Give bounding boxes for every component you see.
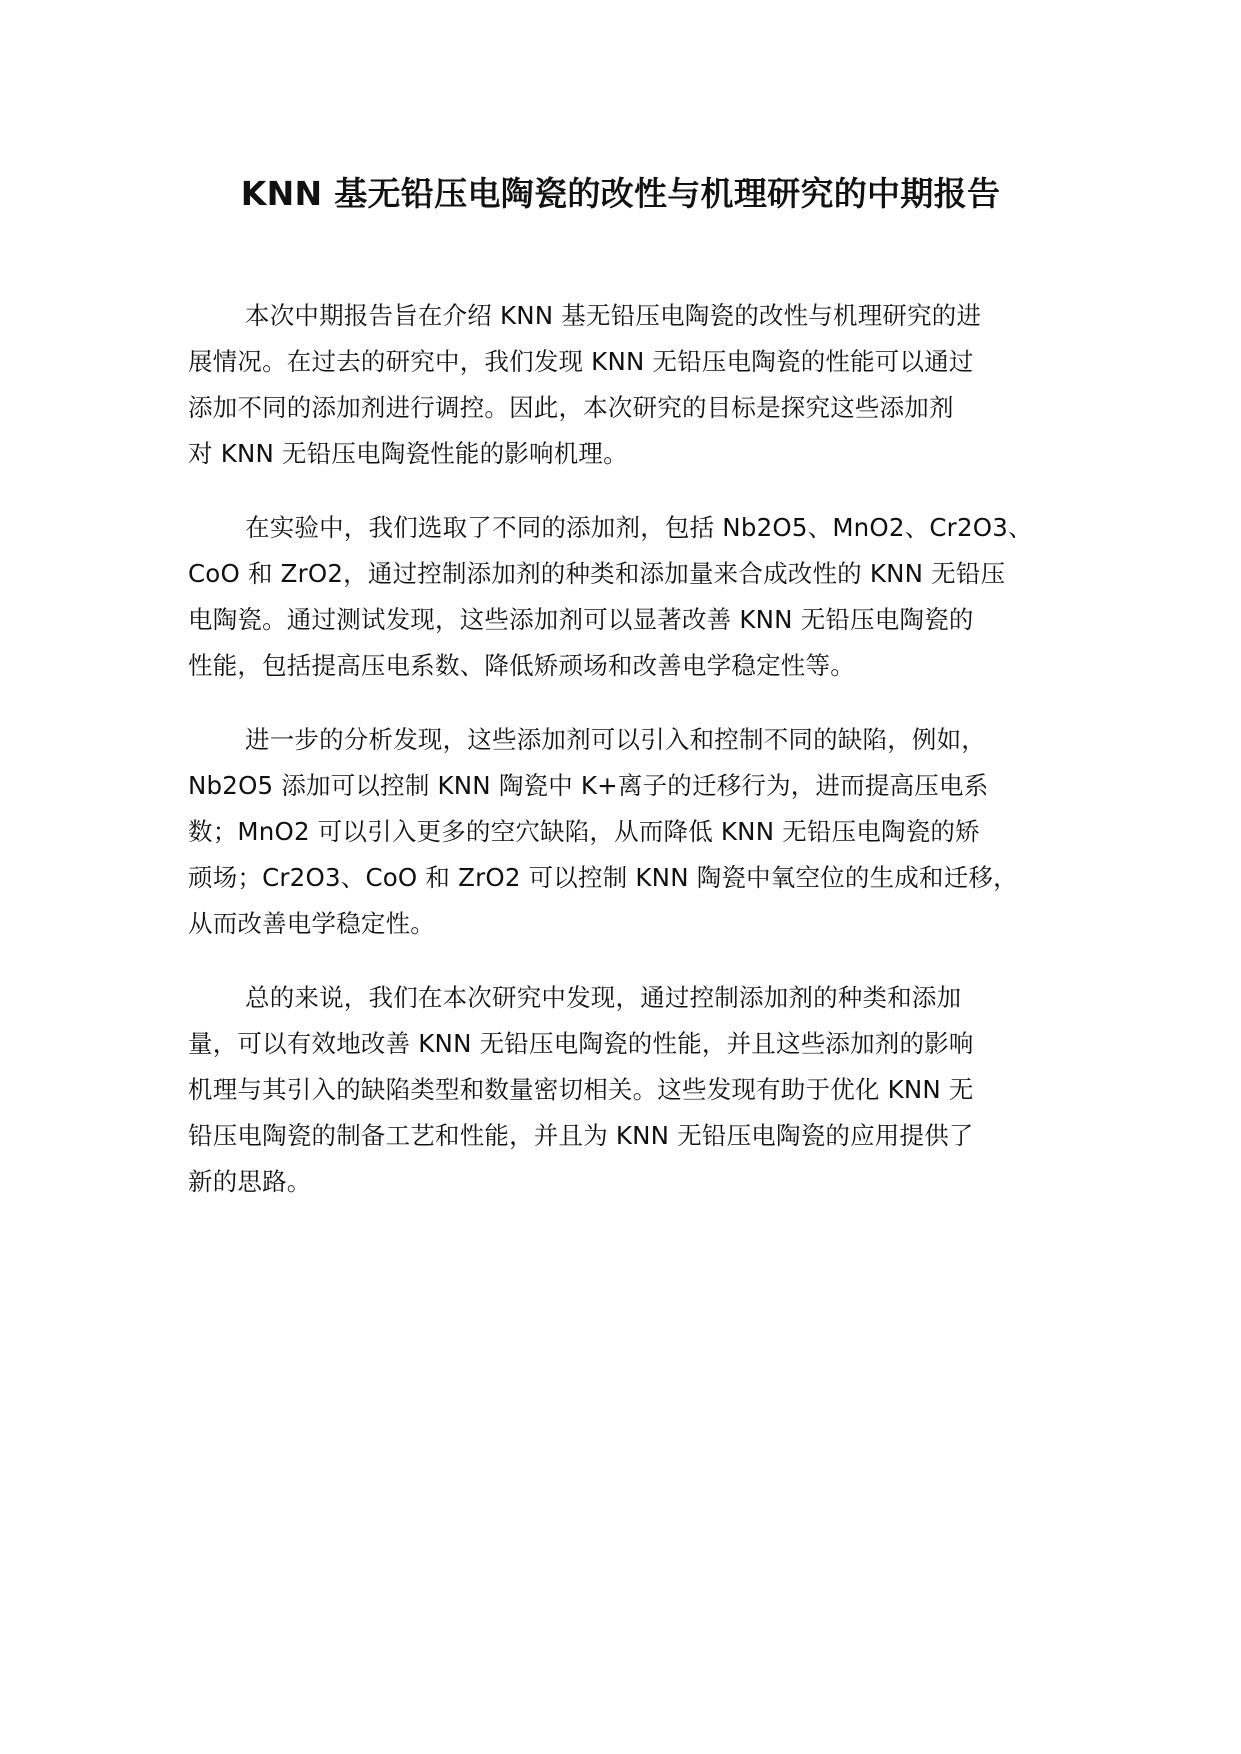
paragraph-line: CoO 和 ZrO2，通过控制添加剂的种类和添加量来合成改性的 KNN 无铅压 xyxy=(188,559,1006,588)
paragraph-line: 在实验中，我们选取了不同的添加剂，包括 Nb2O5、MnO2、Cr2O3、 xyxy=(245,513,1033,542)
paragraph-line: 本次中期报告旨在介绍 KNN 基无铅压电陶瓷的改性与机理研究的进 xyxy=(245,301,982,330)
paragraph-line: 量，可以有效地改善 KNN 无铅压电陶瓷的性能，并且这些添加剂的影响 xyxy=(188,1029,974,1058)
paragraph-analysis xyxy=(188,717,1068,947)
document-title: KNN 基无铅压电陶瓷的改性与机理研究的中期报告 xyxy=(240,174,1001,213)
paragraph-line: 进一步的分析发现，这些添加剂可以引入和控制不同的缺陷，例如， xyxy=(245,725,986,754)
paragraph-line: 展情况。在过去的研究中，我们发现 KNN 无铅压电陶瓷的性能可以通过 xyxy=(188,347,974,376)
paragraph-line: 顽场；Cr2O3、CoO 和 ZrO2 可以控制 KNN 陶瓷中氧空位的生成和迁移， xyxy=(188,863,1018,892)
paragraph-line: 从而改善电学稳定性。 xyxy=(188,909,435,938)
paragraph-experiment xyxy=(188,505,1068,689)
paragraph-line: 新的思路。 xyxy=(188,1167,312,1196)
paragraph-line: 性能，包括提高压电系数、降低矫顽场和改善电学稳定性等。 xyxy=(188,651,855,680)
paragraph-conclusion xyxy=(188,975,1068,1205)
document-body xyxy=(188,293,1068,1233)
paragraph-line: 总的来说，我们在本次研究中发现，通过控制添加剂的种类和添加 xyxy=(245,983,962,1012)
paragraph-line: 对 KNN 无铅压电陶瓷性能的影响机理。 xyxy=(188,439,628,468)
paragraph-line: 机理与其引入的缺陷类型和数量密切相关。这些发现有助于优化 KNN 无 xyxy=(188,1075,974,1104)
paragraph-line: 数；MnO2 可以引入更多的空穴缺陷，从而降低 KNN 无铅压电陶瓷的矫 xyxy=(188,817,980,846)
paragraph-line: 电陶瓷。通过测试发现，这些添加剂可以显著改善 KNN 无铅压电陶瓷的 xyxy=(188,605,974,634)
paragraph-line: 铅压电陶瓷的制备工艺和性能，并且为 KNN 无铅压电陶瓷的应用提供了 xyxy=(188,1121,974,1150)
paragraph-line: Nb2O5 添加可以控制 KNN 陶瓷中 K+离子的迁移行为，进而提高压电系 xyxy=(188,771,989,800)
paragraph-intro xyxy=(188,293,1068,477)
paragraph-line: 添加不同的添加剂进行调控。因此，本次研究的目标是探究这些添加剂 xyxy=(188,393,954,422)
